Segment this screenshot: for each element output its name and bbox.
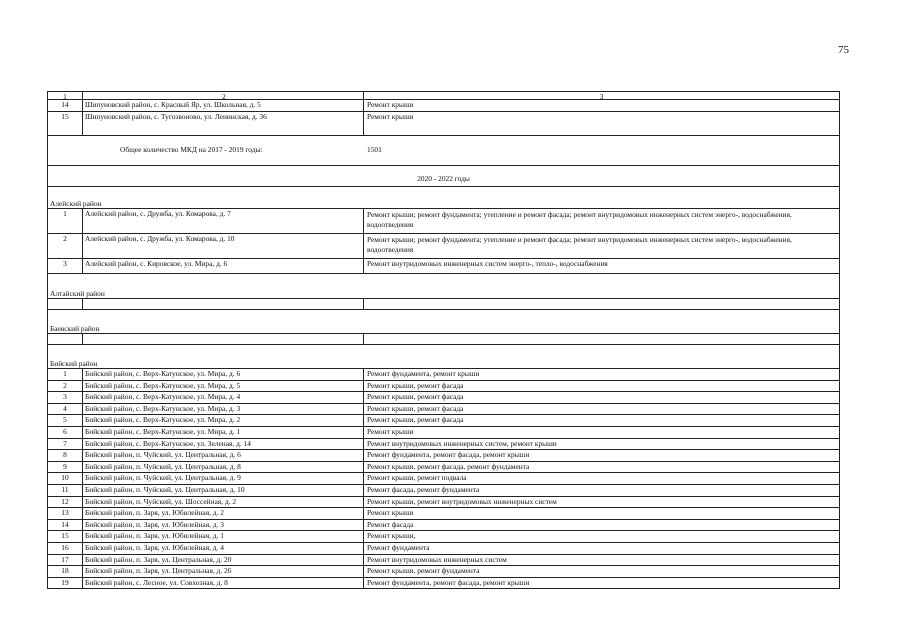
row-address: Шипуновский район, с. Тугозвоново, ул. Ленинская, д. 36 <box>83 112 364 135</box>
table-row <box>47 100 840 112</box>
row-work: Ремонт фасада <box>367 519 414 529</box>
table-row <box>47 543 840 555</box>
row-work: Ремонт фундамента, ремонт крыши <box>367 369 480 378</box>
row-address: Алейский район, с. Дружба, ул. Комарова, д. 7 <box>83 209 364 233</box>
row-number: 17 <box>48 555 83 566</box>
row-number: 4 <box>48 404 83 415</box>
table-row <box>47 381 840 393</box>
row-work: Ремонт крыши, ремонт внутридомовых инженерных систем <box>367 496 557 506</box>
row-work: Ремонт фасада, ремонт фундамента <box>367 484 480 494</box>
table-row <box>47 404 840 416</box>
row-work: Ремонт крыши <box>367 508 414 518</box>
row-work: Ремонт крыши, ремонт фасада <box>367 415 464 425</box>
table-row <box>47 473 840 485</box>
row-work: Ремонт фундамента <box>367 542 430 552</box>
table-row <box>47 415 840 427</box>
row-work: Ремонт фундамента, ремонт фасада, ремонт крыши <box>367 450 530 460</box>
row-address: Бийский район, п. Чуйский, ул. Центральная, д. 8 <box>83 462 364 473</box>
table-row <box>47 555 840 567</box>
row-number: 1 <box>48 209 83 233</box>
row-number: 16 <box>48 543 83 554</box>
table-row <box>47 427 840 439</box>
row-address: Бийский район, с. Лесное, ул. Совхозная, д. 8 <box>83 578 364 589</box>
table-row <box>47 112 840 136</box>
table-row <box>47 462 840 474</box>
row-address: Бийский район, с. Верх-Катунское, ул. Мира, д. 4 <box>83 392 364 403</box>
row-work: Ремонт крыши <box>367 426 414 436</box>
district-name: Баевский район <box>50 323 100 333</box>
row-address: Бийский район, с. Верх-Катунское, ул. Мира, д. 1 <box>83 427 364 438</box>
repair-table <box>47 91 840 589</box>
row-work: Ремонт крыши, ремонт фундамента <box>367 566 480 576</box>
row-address: Бийский район, с. Верх-Катунское, ул. Мира, д. 6 <box>83 369 364 380</box>
row-address: Бийский район, с. Верх-Катунское, ул. Мира, д. 3 <box>83 404 364 415</box>
row-address: Бийский район, п. Заря, ул. Центральная, д. 20 <box>83 555 364 566</box>
row-number: 2 <box>48 234 83 258</box>
row-work: Ремонт крыши; ремонт фундамента; утепление и ремонт фасада; ремонт внутридомовых инженерных систем энерго-, водоснабжения, водоотведения <box>367 210 792 229</box>
total-row <box>47 136 840 166</box>
table-row <box>47 578 840 590</box>
page-number: 75 <box>838 44 849 56</box>
row-number: 15 <box>48 531 83 542</box>
row-number: 3 <box>48 392 83 403</box>
table-row <box>47 392 840 404</box>
row-address: Бийский район, п. Чуйский, ул. Центральная, д. 9 <box>83 473 364 484</box>
row-address: Алейский район, с. Дружба, ул. Комарова, д. 10 <box>83 234 364 258</box>
district-name: Бийский район <box>50 358 98 368</box>
row-work: Ремонт крыши, ремонт фасада <box>367 403 464 413</box>
table-row <box>47 520 840 532</box>
row-address: Бийский район, с. Верх-Катунское, ул. Мира, д. 2 <box>83 415 364 426</box>
table-row <box>47 209 840 234</box>
row-address: Бийский район, п. Заря, ул. Юбилейная, д. 4 <box>83 543 364 554</box>
row-number: 15 <box>48 112 83 135</box>
table-row <box>47 259 840 274</box>
row-work: Ремонт крыши; ремонт фундамента; утепление и ремонт фасада; ремонт внутридомовых инженерных систем энерго-, водоснабжения, водоотведения <box>367 235 792 254</box>
row-address: Бийский район, п. Заря, ул. Центральная, д. 26 <box>83 566 364 577</box>
row-address: Алейский район, с. Кировское, ул. Мира, д. 6 <box>83 259 364 273</box>
row-work: Ремонт крыши, <box>367 531 416 541</box>
row-number: 5 <box>48 415 83 426</box>
row-address: Бийский район, п. Чуйский, ул. Шоссейная, д. 2 <box>83 497 364 508</box>
total-value: 1501 <box>367 145 382 154</box>
table-row <box>47 508 840 520</box>
district-row-aleisky <box>47 187 840 209</box>
row-work: Ремонт крыши, ремонт фасада <box>367 392 464 402</box>
row-address: Бийский район, п. Заря, ул. Юбилейная, д. 1 <box>83 531 364 542</box>
biysky-rows <box>47 369 840 589</box>
table-row <box>47 497 840 509</box>
table-row <box>47 485 840 497</box>
table-row <box>47 566 840 578</box>
row-work: Ремонт внутридомовых инженерных систем энерго-, тепло-, водоснабжения <box>367 259 608 268</box>
table-header-row <box>47 91 840 100</box>
table-row <box>47 369 840 381</box>
period-row <box>47 166 840 187</box>
row-work: Ремонт крыши, ремонт фасада <box>367 380 464 390</box>
district-name: Алейский район <box>50 198 102 208</box>
row-number: 10 <box>48 473 83 484</box>
row-number: 12 <box>48 497 83 508</box>
row-address: Бийский район, п. Чуйский, ул. Центральная, д. 6 <box>83 450 364 461</box>
row-number: 18 <box>48 566 83 577</box>
row-address: Бийский район, п. Чуйский, ул. Центральная, д. 10 <box>83 485 364 496</box>
period-title: 2020 - 2022 годы <box>417 174 470 183</box>
row-address: Бийский район, с. Верх-Катунское, ул. Зеленая, д. 14 <box>83 439 364 450</box>
row-number: 8 <box>48 450 83 461</box>
row-address: Бийский район, с. Верх-Катунское, ул. Мира, д. 5 <box>83 381 364 392</box>
row-work: Ремонт фундамента, ремонт фасада, ремонт крыши <box>367 577 530 587</box>
row-work: Ремонт крыши <box>367 112 414 121</box>
table-row <box>47 439 840 451</box>
row-number: 19 <box>48 578 83 589</box>
row-work: Ремонт крыши, ремонт фасада, ремонт фундамента <box>367 461 530 471</box>
row-number: 14 <box>48 520 83 531</box>
district-row-altaisky <box>47 274 840 299</box>
district-row-baevsky <box>47 310 840 334</box>
row-address: Бийский район, п. Заря, ул. Юбилейная, д. 2 <box>83 508 364 519</box>
table-row <box>47 450 840 462</box>
row-number: 13 <box>48 508 83 519</box>
table-row <box>47 531 840 543</box>
row-number: 1 <box>48 369 83 380</box>
row-address: Бийский район, п. Заря, ул. Юбилейная, д. 3 <box>83 520 364 531</box>
district-name: Алтайский район <box>50 288 105 298</box>
empty-row <box>47 334 840 345</box>
header-col-1: 1 <box>48 92 83 99</box>
row-number: 9 <box>48 462 83 473</box>
row-address: Шипуновский район, с. Красный Яр, ул. Школьная, д. 5 <box>83 100 364 111</box>
row-work: Ремонт крыши <box>367 100 414 109</box>
header-col-2: 2 <box>83 92 364 99</box>
table-row <box>47 234 840 259</box>
row-work: Ремонт внутридомовых инженерных систем <box>367 554 507 564</box>
row-number: 7 <box>48 439 83 450</box>
row-work: Ремонт крыши, ремонт подвала <box>367 473 467 483</box>
row-number: 11 <box>48 485 83 496</box>
total-label: Общее количество МКД на 2017 - 2019 годы: <box>120 145 263 154</box>
row-number: 3 <box>48 259 83 273</box>
header-col-3: 3 <box>599 92 604 99</box>
empty-row <box>47 299 840 310</box>
row-number: 6 <box>48 427 83 438</box>
row-number: 14 <box>48 100 83 111</box>
row-work: Ремонт внутридомовых инженерных систем, ремонт крыши <box>367 438 557 448</box>
district-row-biysky <box>47 345 840 369</box>
row-number: 2 <box>48 381 83 392</box>
